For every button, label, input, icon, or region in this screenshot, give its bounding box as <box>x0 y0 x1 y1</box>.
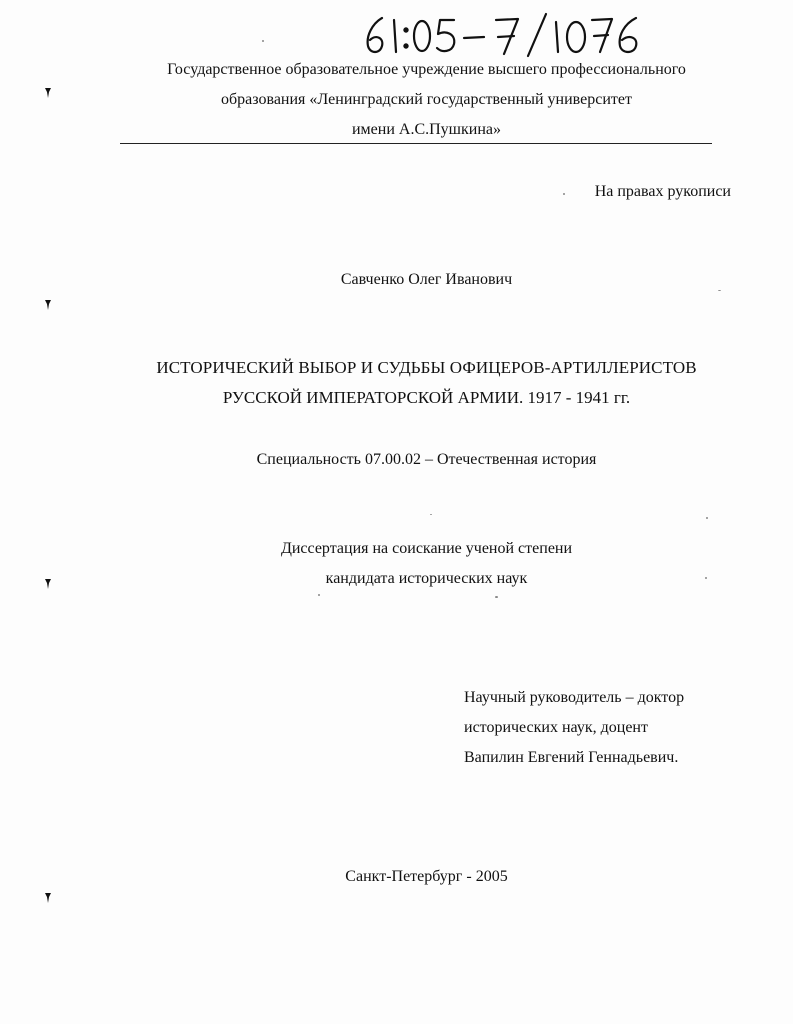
binding-hole-mark-icon <box>44 298 52 310</box>
scan-speck <box>706 517 708 519</box>
scan-speck <box>262 40 264 42</box>
institution-line-3: имени А.С.Пушкина» <box>351 121 501 138</box>
binding-hole-mark-icon <box>44 891 52 903</box>
author-name: Савченко Олег Иванович <box>340 271 513 288</box>
specialty: Специальность 07.00.02 – Отечественная история <box>256 451 597 468</box>
scan-speck <box>563 193 565 195</box>
manuscript-note: На правах рукописи <box>594 183 731 200</box>
institution-line-2: образования «Ленинградский государственный университет <box>221 91 632 108</box>
scan-speck <box>705 577 707 579</box>
binding-hole-mark-icon <box>44 86 52 98</box>
handwritten-archive-number <box>360 10 650 60</box>
dissertation-title-line-1: ИСТОРИЧЕСКИЙ ВЫБОР И СУДЬБЫ ОФИЦЕРОВ-АРТИЛЛЕРИСТОВ <box>156 358 697 377</box>
scan-speck <box>495 596 498 598</box>
institution-line-1: Государственное образовательное учреждение высшего профессионального <box>167 61 686 78</box>
supervisor-line-2: исторических наук, доцент <box>464 719 648 736</box>
scan-speck <box>718 290 721 291</box>
scan-speck <box>318 594 320 596</box>
place-and-year: Санкт-Петербург - 2005 <box>345 868 508 885</box>
binding-hole-mark-icon <box>44 577 52 589</box>
degree-line-1: Диссертация на соискание ученой степени <box>280 540 573 557</box>
dissertation-title-line-2: РУССКОЙ ИМПЕРАТОРСКОЙ АРМИИ. 1917 - 1941 гг. <box>222 388 631 407</box>
header-divider <box>120 143 712 144</box>
degree-line-2: кандидата исторических наук <box>325 570 528 587</box>
supervisor-line-1: Научный руководитель – доктор <box>464 689 685 706</box>
supervisor-line-3: Вапилин Евгений Геннадьевич. <box>464 749 679 766</box>
scan-speck <box>430 514 432 515</box>
handwritten-number-drawing <box>360 10 650 60</box>
